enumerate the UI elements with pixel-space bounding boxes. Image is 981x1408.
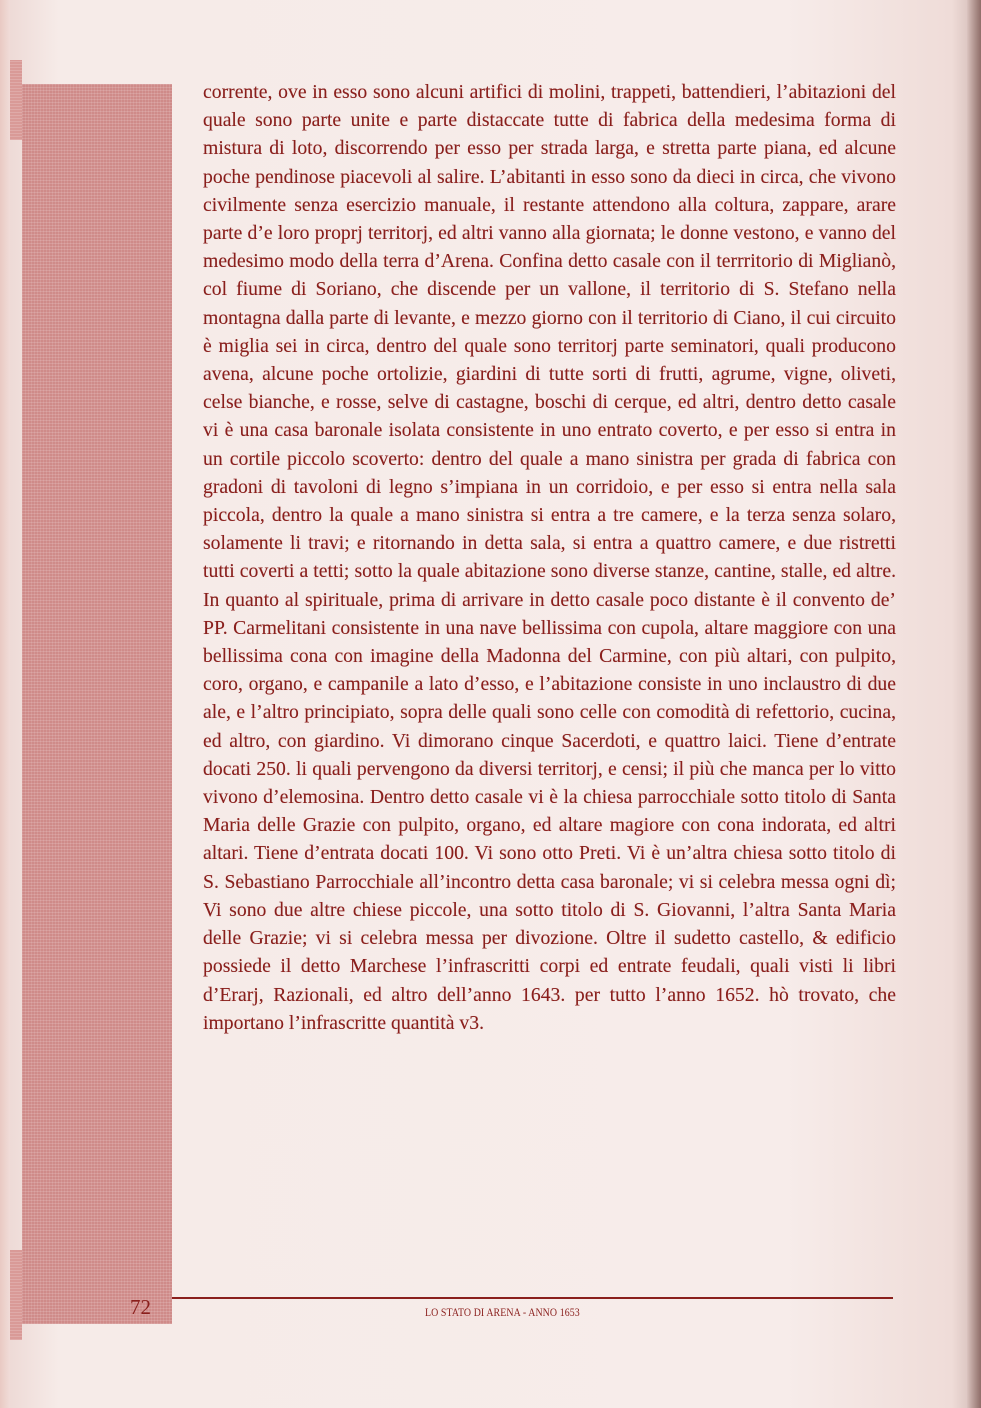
page-left-edge bbox=[0, 0, 10, 1408]
decorative-sidebar-band bbox=[22, 84, 172, 1324]
page-right-edge-shadow bbox=[967, 0, 981, 1408]
running-footer-title: LO STATO DI ARENA - ANNO 1653 bbox=[425, 1307, 580, 1319]
main-text-block bbox=[203, 78, 896, 1037]
sidebar-notch-bottom bbox=[10, 1250, 22, 1340]
footer-rule bbox=[172, 1297, 893, 1299]
body-paragraph: corrente, ove in esso sono alcuni artifici di molini, trappeti, battendieri, l’abitazioni del quale sono parte unite e parte distaccate tutte di fabrica della medesima forma di mistura di loto, discorrendo per esso per strada larga, e stretta parte piana, ed alcune poche pendinose piacevoli al salire. L’abitanti in esso sono da dieci in circa, che vivono civilmente senza esercizio manuale, il restante attendono alla coltura, zappare, arare parte d’e loro proprj territorj, ed altri vanno alla giornata; le donne vestono, e vanno del medesimo modo della terra d’Arena. Confina detto casale con il terrritorio di Miglianò, col fiume di Soriano, che discende per un vallone, il territorio di S. Stefano nella montagna dalla parte di levante, e mezzo giorno con il territorio di Ciano, il cui circuito è miglia sei in circa, dentro del quale sono territorj parte seminatori, quali producono avena, alcune poche ortolizie, giardini di tutte sorti di frutti, agrume, vigne, oliveti, celse bianche, e rosse, selve di castagne, boschi di cerque, ed altri, dentro detto casale vi è una casa baronale isolata consistente in uno entrato coverto, e per esso si entra in un cortile piccolo scoverto: dentro del quale a mano sinistra per grada di fabrica con gradoni di tavoloni di legno s’impiana in un corridoio, e per esso si entra nella sala piccola, dentro la quale a mano sinistra si entra a tre camere, e la terza senza solaro, solamente li travi; e ritornando in detta sala, si entra a quattro camere, e due ristretti tutti coverti a tetti; sotto la quale abitazione sono diverse stanze, cantine, stalle, ed altre. In quanto al spirituale, prima di arrivare in detto casale poco distante è il convento de’ PP. Carmelitani consistente in una nave bellissima con cupola, altare maggiore con una bellissima cona con imagine della Madonna del Carmine, con più altari, con pulpito, coro, organo, e campanile a lato d’esso, e l’abitazione consiste in uno inclaustro di due ale, e l’altro principiato, sopra delle quali sono celle con comodità di refettorio, cucina, ed altro, con giardino. Vi dimorano cinque Sacerdoti, e quattro laici. Tiene d’entrate docati 250. li quali pervengono da diversi territorj, e censi; il più che manca per lo vitto vivono d’elemosina. Dentro detto casale vi è la chiesa parrocchiale sotto titolo di Santa Maria delle Grazie con pulpito, organo, ed altare magiore con cona indorata, ed altri altari. Tiene d’entrata docati 100. Vi sono otto Preti. Vi è un’altra chiesa sotto titolo di S. Sebastiano Parrocchiale all’incontro detta casa baronale; vi si celebra messa ogni dì; Vi sono due altre chiese piccole, una sotto titolo di S. Giovanni, l’altra Santa Maria delle Grazie; vi si celebra messa per divozione. Oltre il sudetto castello, & edificio possiede il detto Marchese l’infrascritti corpi ed entrate feudali, quali visti li libri d’Erarj, Razionali, ed altro dell’anno 1643. per tutto l’anno 1652. hò trovato, che importano l’infrascritte quantità v3. bbox=[203, 81, 896, 1034]
sidebar-notch-top bbox=[10, 60, 22, 140]
page-number: 72 bbox=[130, 1295, 151, 1319]
